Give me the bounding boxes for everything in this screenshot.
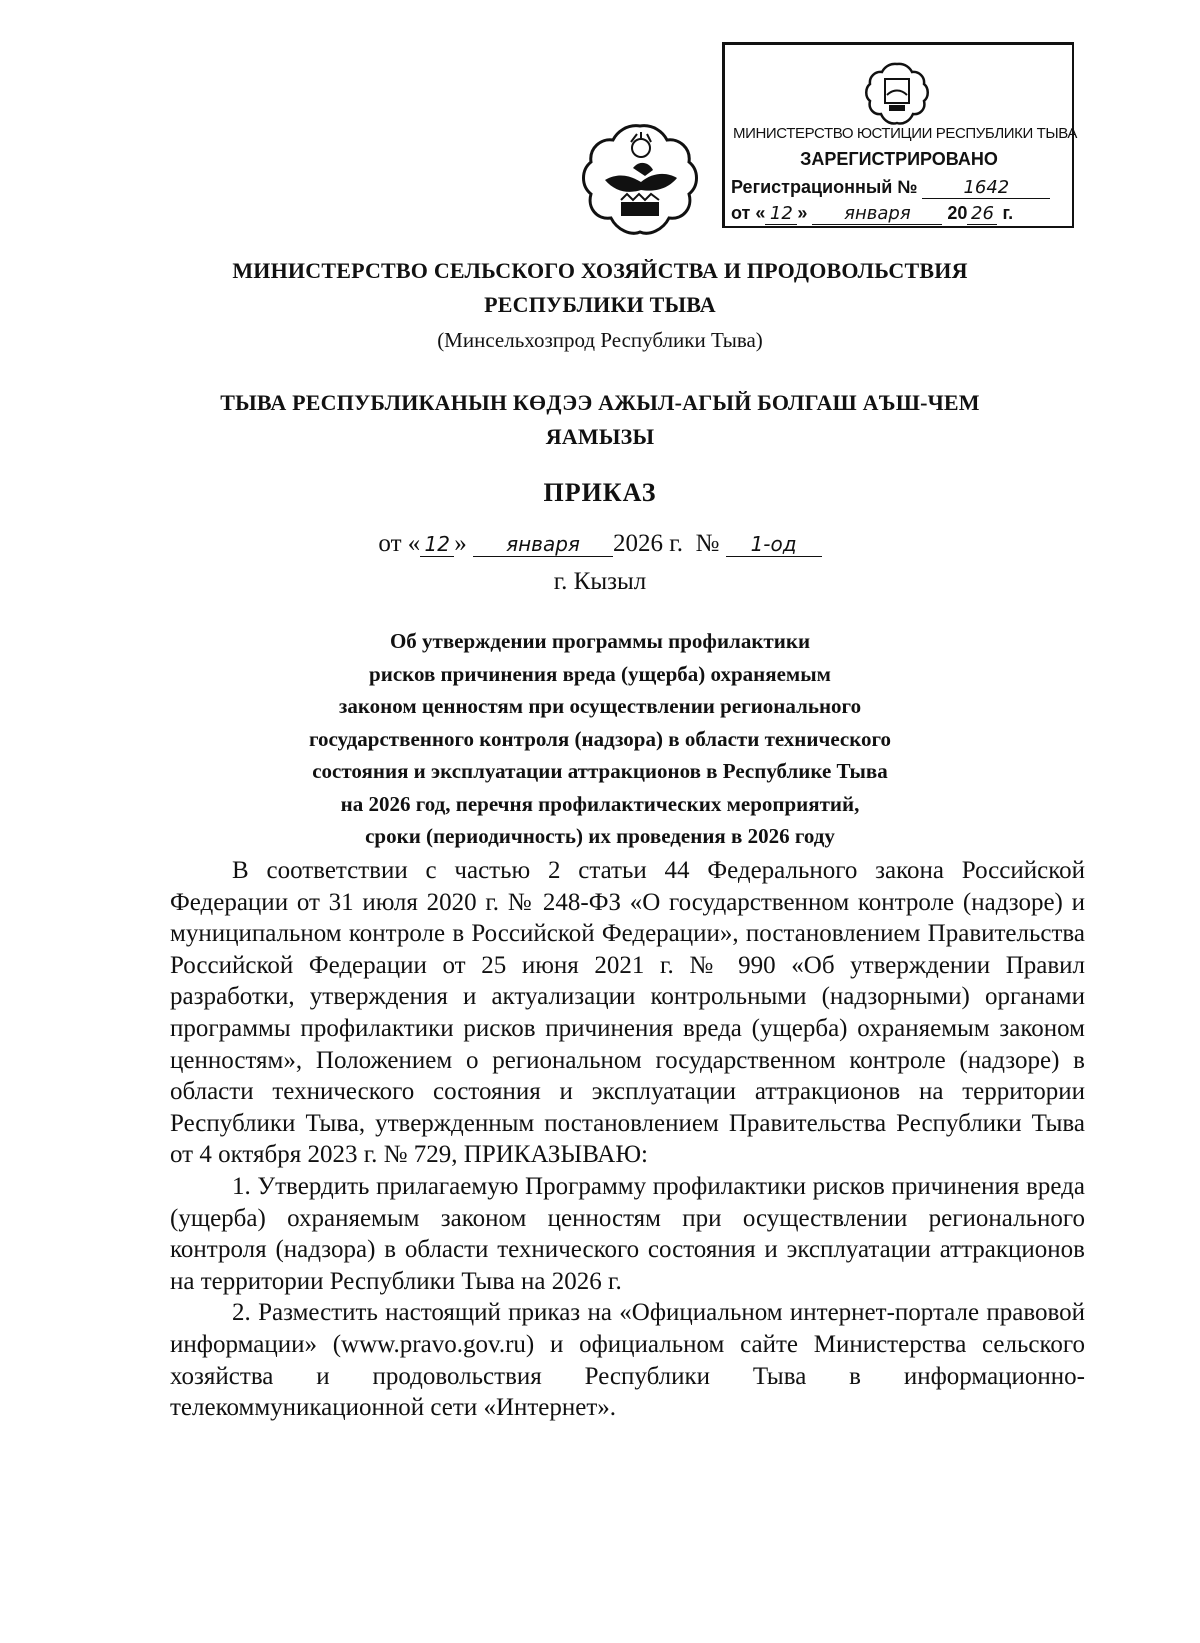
order-quote-close: » (454, 530, 467, 557)
stamp-registration-number: 1642 (922, 177, 1050, 199)
order-date-number-line (0, 530, 1200, 558)
stamp-date-prefix: от « (731, 203, 766, 223)
order-number-label: № (695, 530, 720, 557)
subject-line: государственного контроля (надзора) в области технического (308, 726, 892, 751)
stamp-day: 12 (765, 203, 797, 225)
stamp-ministry-name: МИНИСТЕРСТВО ЮСТИЦИИ РЕСПУБЛИКИ ТЫВА (733, 125, 1078, 142)
body-preamble: В соответствии с частью 2 статьи 44 Федерального закона Российской Федерации от 31 июля 2020 г. № 248-ФЗ «О государственном контроле (надзоре) и муниципальном контроле в Российской Федерации», постановлением Правительства Российской Федерации от 25 июня 2021 г. № 990 «Об утверждении Правил разработки, утверждения и актуализации контрольными (надзорными) органами программы профилактики рисков причинения вреда (ущерба) охраняемым законом ценностям», Положением о региональном государственном контроле (надзоре) в области технического состояния и эксплуатации аттракционов на территории Республики Тыва, утвержденным постановлением Правительства Республики Тыва от 4 октября 2023 г. № 729, ПРИКАЗЫВАЮ: (170, 857, 1085, 1169)
body-item-2: 2. Разместить настоящий приказ на «Официальном интернет-портале правовой информации» (www.pravo.gov.ru) и официальном сайте Министерства сельского хозяйства и продовольствия Республики Тыва в информационно-телекоммуникационной сети «Интернет». (170, 1299, 1085, 1422)
body-item-1: 1. Утвердить прилагаемую Программу профилактики рисков причинения вреда (ущерба) охраняемым законом ценностям при осуществлении регионального контроля (надзора) в области технического состояния и эксплуатации аттракционов на территории Республики Тыва на 2026 г. (170, 1172, 1085, 1295)
ministry-name-line1: МИНИСТЕРСТВО СЕЛЬСКОГО ХОЗЯЙСТВА И ПРОДОВОЛЬСТВИЯ (232, 258, 968, 283)
subject-line: на 2026 год, перечня профилактических мероприятий, (340, 791, 860, 816)
order-city: г. Кызыл (553, 568, 647, 595)
order-body (170, 855, 1085, 1424)
tuvan-name-line1: ТЫВА РЕСПУБЛИКАНЫН КӨДЭЭ АЖЫЛ-АГЫЙ БОЛГАШ АЪШ-ЧЕМ (220, 390, 980, 415)
order-day: 12 (420, 532, 454, 557)
subject-line: сроки (периодичность) их проведения в 2026 году (365, 824, 835, 848)
ministry-short-name: (Минсельхозпрод Республики Тыва) (437, 328, 763, 352)
order-date-prefix: от « (378, 530, 421, 557)
subject-line: рисков причинения вреда (ущерба) охраняемым (369, 661, 831, 686)
order-subject (200, 625, 1000, 853)
stamp-date-line (731, 203, 1071, 225)
stamp-registered-label: ЗАРЕГИСТРИРОВАНО (800, 149, 998, 169)
stamp-year-suffix: 26 (967, 203, 997, 225)
subject-line: состояния и эксплуатации аттракционов в Республике Тыва (312, 759, 888, 783)
subject-line: законом ценностям при осуществлении регионального (338, 694, 862, 718)
order-number: 1-од (726, 532, 822, 557)
registration-stamp (722, 42, 1078, 228)
coat-of-arms-icon (575, 120, 705, 240)
ministry-name-line2: РЕСПУБЛИКИ ТЫВА (484, 292, 716, 317)
stamp-year-unit: г. (1002, 203, 1014, 223)
stamp-emblem-icon (865, 61, 929, 127)
subject-line: Об утверждении программы профилактики (389, 629, 811, 653)
order-month: января (473, 532, 613, 557)
order-year: 2026 г. (613, 530, 683, 557)
stamp-year-prefix: 20 (947, 203, 968, 223)
stamp-month: января (812, 203, 942, 225)
tuvan-name-line2: ЯАМЫЗЫ (545, 424, 655, 449)
stamp-registration-number-line (731, 177, 1071, 199)
stamp-registration-label: Регистрационный № (731, 177, 918, 197)
stamp-quote-close: » (797, 203, 808, 223)
document-title: ПРИКАЗ (543, 478, 657, 507)
